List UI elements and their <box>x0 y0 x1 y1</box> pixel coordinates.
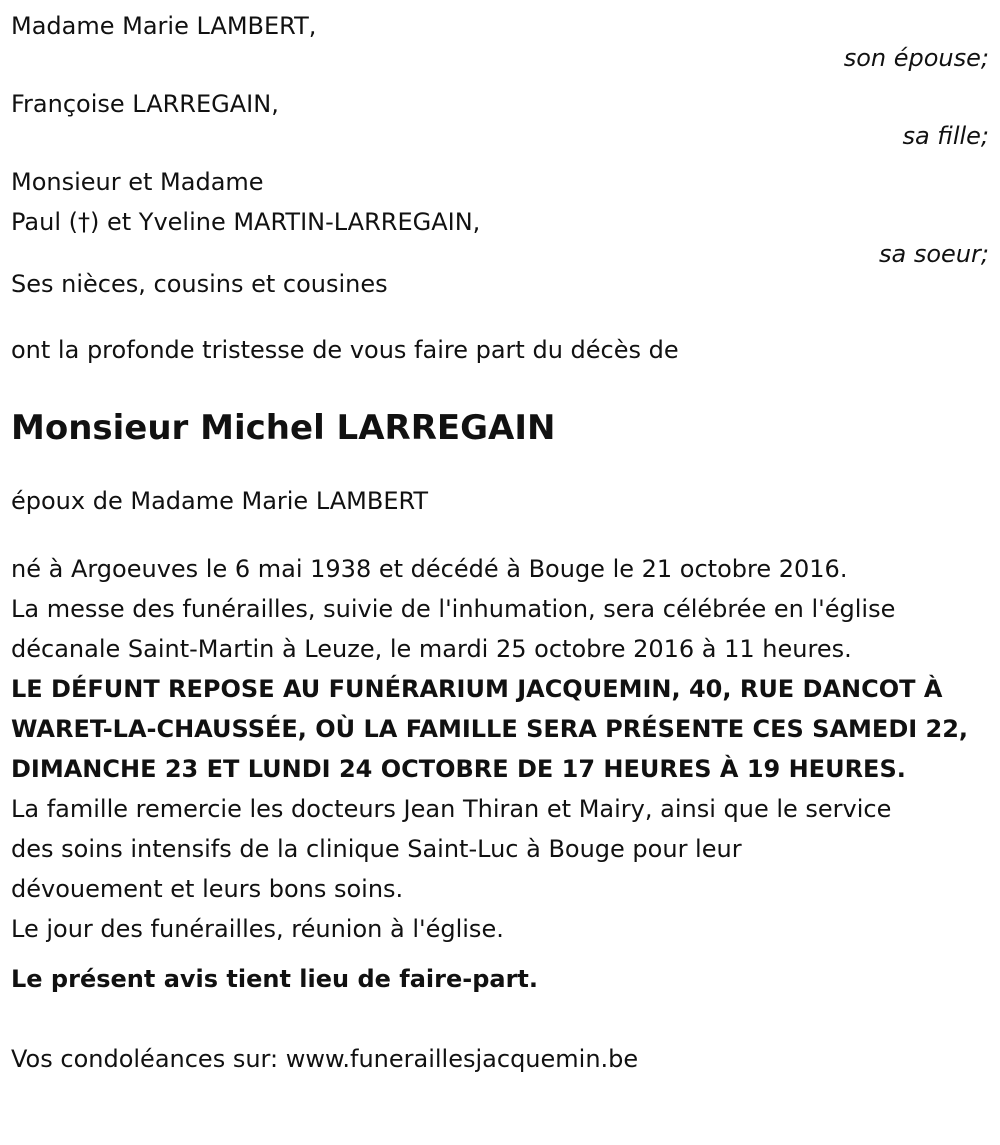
thanks-line: des soins intensifs de la clinique Saint-Luc à Bouge pour leur <box>11 835 742 863</box>
condolences-link[interactable]: Vos condoléances sur: www.funeraillesjacquemin.be <box>11 1045 639 1073</box>
relatives: Ses nièces, cousins et cousines <box>11 270 388 298</box>
thanks-line: La famille remercie les docteurs Jean Thiran et Mairy, ainsi que le service <box>11 795 892 823</box>
mass-line: La messe des funérailles, suivie de l'inhumation, sera célébrée en l'église <box>11 595 896 623</box>
sister-line-2-post: ) et Yveline MARTIN-LARREGAIN, <box>89 208 481 236</box>
spouse-relation: son épouse; <box>843 44 989 72</box>
intro-text: ont la profonde tristesse de vous faire part du décès de <box>11 336 679 364</box>
mass-line: décanale Saint-Martin à Leuze, le mardi 25 octobre 2016 à 11 heures. <box>11 635 852 663</box>
funeral-notice <box>11 6 989 1079</box>
meeting-text: Le jour des funérailles, réunion à l'église. <box>11 915 504 943</box>
spouse-name: Madame Marie LAMBERT, <box>11 12 317 40</box>
sister-line-2-pre: Paul ( <box>11 208 78 236</box>
sister-line-2 <box>11 202 989 242</box>
sister-line-1: Monsieur et Madame <box>11 168 264 196</box>
visitation-line: LE DÉFUNT REPOSE AU FUNÉRARIUM JACQUEMIN, 40, RUE DANCOT À <box>11 675 943 703</box>
thanks-line: dévouement et leurs bons soins. <box>11 875 404 903</box>
notice-text: Le présent avis tient lieu de faire-part. <box>11 965 539 993</box>
thanks-paragraph <box>11 789 989 909</box>
spouse-of: époux de Madame Marie LAMBERT <box>11 487 429 515</box>
visitation-line: WARET-LA-CHAUSSÉE, OÙ LA FAMILLE SERA PRÉSENTE CES SAMEDI 22, <box>11 715 969 743</box>
visitation-paragraph <box>11 669 989 789</box>
daughter-relation: sa fille; <box>902 122 989 150</box>
sister-relation: sa soeur; <box>879 240 989 268</box>
mass-paragraph <box>11 589 989 669</box>
birth-death: né à Argoeuves le 6 mai 1938 et décédé à Bouge le 21 octobre 2016. <box>11 555 848 583</box>
cross-icon: † <box>77 208 90 236</box>
daughter-name: Françoise LARREGAIN, <box>11 90 279 118</box>
deceased-name: Monsieur Michel LARREGAIN <box>11 408 556 448</box>
visitation-line: DIMANCHE 23 ET LUNDI 24 OCTOBRE DE 17 HEURES À 19 HEURES. <box>11 755 906 783</box>
